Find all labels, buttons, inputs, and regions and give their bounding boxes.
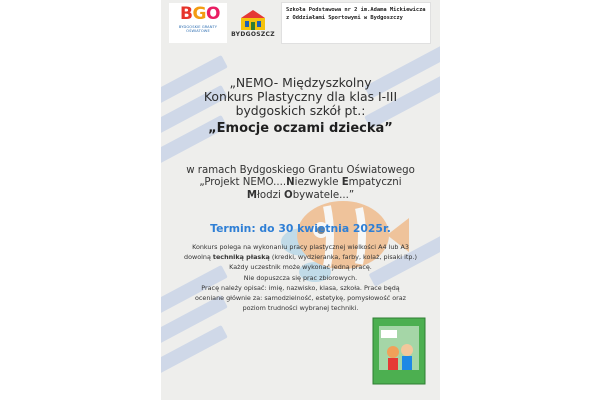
rule-line: Konkurs polega na wykonaniu pracy plastycznej wielkości A4 lub A3	[192, 243, 409, 251]
bgo-logo-letters: BGO	[180, 4, 220, 24]
deadline-text: Termin: do 30 kwietnia 2025r.	[210, 222, 391, 235]
rule-line: Każdy uczestnik może wykonać jedną pracę.	[229, 263, 372, 272]
title-line-3: bydgoskich szkół pt.:	[235, 102, 366, 118]
rule-line: dowolną techniką płaską (kredki, wydzieranka, farby, kolaż, pisaki itp.)	[184, 253, 417, 262]
rule-line: oceniane głównie za: samodzielność, estetykę, pomysłowość oraz	[194, 294, 407, 303]
logos-header	[161, 0, 440, 46]
rule-line: Pracę należy opisać: imię, nazwisko, klasa, szkoła. Prace będą	[201, 283, 400, 292]
school-name-box	[281, 2, 431, 44]
school-name: Szkoła Podstawowa nr 2 im.Adama Mickiewicza z Oddziałami Sportowymi w Bydgoszczy	[286, 7, 426, 21]
contest-title	[161, 76, 440, 117]
grant-line-2: „Projekt NEMO....Niezwykle Empatyczni	[199, 177, 402, 189]
rule-line: Nie dopuszcza się prac zbiorowych.	[243, 273, 358, 282]
bydgoszcz-logo	[231, 8, 275, 40]
bgo-logo	[169, 3, 227, 43]
poster	[161, 0, 440, 400]
grant-line-1: w ramach Bydgoskiego Grantu Oświatowego	[186, 165, 415, 176]
grant-info	[161, 165, 440, 202]
contest-subtitle: „Emocje oczami dziecka”	[208, 121, 393, 136]
grant-line-3: Młodzi Obywatele...”	[246, 189, 355, 201]
bgo-logo-subtitle: BYDGOSKIE GRANTY OŚWIATOWE	[178, 25, 218, 34]
book-cover-illustration	[371, 316, 427, 386]
rule-line: poziom trudności wybranej techniki.	[242, 304, 359, 313]
title-line-1: „NEMO- Międzyszkolny	[229, 75, 372, 90]
bydgoszcz-crest-icon	[231, 8, 275, 32]
contest-rules	[169, 242, 432, 313]
bydgoszcz-wordmark: BYDGOSZCZ	[231, 31, 275, 38]
title-line-2: Konkurs Plastyczny dla klas I-III	[203, 88, 398, 104]
